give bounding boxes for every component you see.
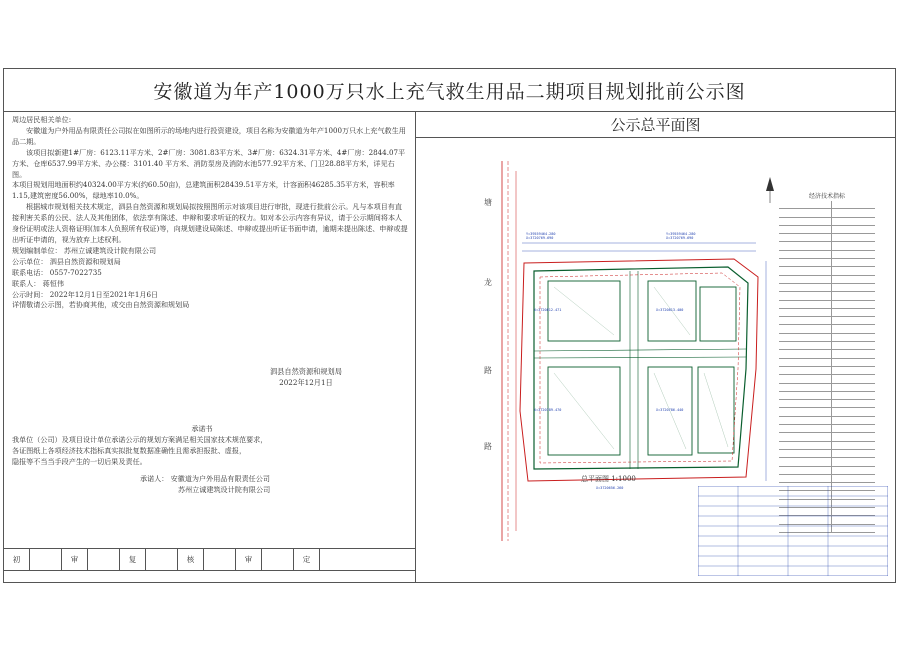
legend-cell <box>779 375 832 382</box>
legend-row <box>779 425 875 433</box>
legend-cell <box>779 259 832 266</box>
signature-block <box>270 366 342 388</box>
road-label: 路 <box>484 366 492 375</box>
legend-row <box>779 325 875 333</box>
legend-cell <box>779 276 832 283</box>
review-cell: 审 <box>236 549 262 570</box>
review-blank <box>30 549 62 570</box>
commitment-line: 隐报等不当当手段产生的一切后果及责任。 <box>12 457 147 466</box>
legend-cell <box>779 317 832 324</box>
legend-row <box>779 375 875 383</box>
legend-row <box>779 359 875 367</box>
legend-cell <box>779 425 832 432</box>
legend-row <box>779 234 875 242</box>
legend-cell <box>779 467 832 474</box>
notice-salutation: 周边居民相关单位: <box>12 115 72 124</box>
review-cell: 核 <box>178 549 204 570</box>
commitment-line: 各证图纸上各项经济技术指标真实拟批复数据准确性且需承担报批、虚报， <box>12 446 247 455</box>
notice-paragraph: 本项目规划用地面积约40324.00平方米(约60.50亩)，总建筑面积28439.51平方米，计容面积46285.35平方米，容积率1.15,建筑密度56.00%，绿地率10.0%。 <box>12 180 395 201</box>
legend-cell <box>832 317 875 324</box>
legend-cell <box>779 458 832 465</box>
legend-cell <box>779 226 832 233</box>
legend-cell <box>832 284 875 291</box>
legend-cell <box>832 292 875 299</box>
legend-row <box>779 475 875 483</box>
review-table <box>4 548 415 571</box>
commitment-firm: 承诺人： 安徽道为户外用品有限责任公司 <box>140 474 270 483</box>
road-label: 龙 <box>484 278 492 287</box>
building-outline <box>700 287 736 341</box>
north-arrow <box>766 177 774 203</box>
legend-row <box>779 442 875 450</box>
legend-row <box>779 226 875 234</box>
economic-indicators-table <box>779 191 875 501</box>
legend-cell <box>779 234 832 241</box>
notice-field: 联系人： 蒋恒伟 <box>12 278 64 288</box>
svg-text:X=3720786.440: X=3720786.440 <box>656 408 684 412</box>
legend-row <box>779 209 875 217</box>
legend-cell <box>779 392 832 399</box>
svg-text:X=3720813.400: X=3720813.400 <box>656 308 684 312</box>
legend-row <box>779 267 875 275</box>
svg-text:X=3720769.690: X=3720769.690 <box>526 236 554 240</box>
legend-cell <box>779 209 832 216</box>
review-blank <box>262 549 294 570</box>
legend-cell <box>779 251 832 258</box>
legend-cell <box>779 218 832 225</box>
legend-cell <box>832 433 875 440</box>
legend-cell <box>779 384 832 391</box>
legend-cell <box>779 267 832 274</box>
legend-cell <box>832 442 875 449</box>
svg-text:X=3720789.470: X=3720789.470 <box>534 408 562 412</box>
legend-cell <box>779 325 832 332</box>
legend-row <box>779 417 875 425</box>
notice-paragraph: 根据城市规划相关技术规定，泗县自然资源和规划局拟按照图所示对该项目进行审批，现进行批前公示。凡与本项目有直接利害关系的公民、法人及其他团体，依法享有陈述、申辩和要求听证的权力。如对本公示内容有异议，请于公示期间将本人身份证明或法人资格证明(加本人负照所有权证)等，向规划建设局陈述、申辩或提出听证书面申请，逾期未提出陈述、申辩或提出听证申请的，视为放弃上述权利。 <box>12 202 408 244</box>
legend-cell <box>832 425 875 432</box>
internal-road <box>534 349 746 351</box>
legend-cell <box>779 342 832 349</box>
legend-cell <box>832 309 875 316</box>
legend-row <box>779 392 875 400</box>
legend-row <box>779 367 875 375</box>
legend-cell <box>832 417 875 424</box>
legend-cell <box>779 367 832 374</box>
road-label: 路 <box>484 442 492 451</box>
svg-text:X=3720656.260: X=3720656.260 <box>596 486 624 490</box>
legend-cell <box>832 408 875 415</box>
signature-org: 泗县自然资源和规划局 <box>270 367 342 376</box>
legend-cell <box>832 359 875 366</box>
legend-row <box>779 458 875 466</box>
legend-rows <box>779 201 875 533</box>
legend-row <box>779 433 875 441</box>
legend-cell <box>832 276 875 283</box>
legend-cell <box>832 334 875 341</box>
review-blank <box>146 549 178 570</box>
legend-row <box>779 334 875 342</box>
legend-cell <box>779 433 832 440</box>
legend-cell <box>832 242 875 249</box>
legend-cell <box>832 301 875 308</box>
legend-row <box>779 467 875 475</box>
legend-cell <box>779 309 832 316</box>
legend-cell <box>832 384 875 391</box>
left-panel <box>4 111 415 582</box>
legend-cell <box>832 342 875 349</box>
legend-cell <box>832 458 875 465</box>
notice-paragraph: 安徽道为户外用品有限责任公司拟在如图所示的场地内进行投资建设，项目名称为安徽道为年产1000万只水上充气救生用品二期。 <box>12 125 406 146</box>
legend-cell <box>779 408 832 415</box>
commitment-heading: 承诺书 <box>191 424 213 433</box>
legend-row <box>779 384 875 392</box>
review-cell: 初 <box>4 549 30 570</box>
svg-text:X=3720769.690: X=3720769.690 <box>666 236 694 240</box>
legend-row <box>779 292 875 300</box>
svg-text:Y=39559464.280: Y=39559464.280 <box>526 232 556 236</box>
svg-text:Y=39559464.280: Y=39559464.280 <box>666 232 696 236</box>
legend-row <box>779 251 875 259</box>
legend-cell <box>832 375 875 382</box>
legend-cell <box>779 292 832 299</box>
legend-cell <box>832 234 875 241</box>
legend-cell <box>779 334 832 341</box>
commitment-block <box>12 423 408 495</box>
legend-row <box>779 342 875 350</box>
legend-row <box>779 276 875 284</box>
legend-row <box>779 218 875 226</box>
legend-row <box>779 259 875 267</box>
legend-row <box>779 201 875 209</box>
legend-row <box>779 284 875 292</box>
legend-cell <box>832 267 875 274</box>
legend-cell <box>832 226 875 233</box>
legend-cell <box>832 251 875 258</box>
notice-field: 公示时间： 2022年12月1日至2021年1月6日 <box>12 289 159 299</box>
legend-title: 经济技术指标 <box>808 193 845 200</box>
notice-field: 详情敬请公示图，若协商其他，或交由自然资源和规划局 <box>12 300 190 310</box>
legend-cell <box>832 350 875 357</box>
legend-row <box>779 408 875 416</box>
review-cell: 复 <box>120 549 146 570</box>
legend-cell <box>779 475 832 482</box>
notice-field: 规划编制单位： 苏州立诚建筑设计院有限公司 <box>12 245 157 255</box>
board-title: 安徽道为年产1000万只水上充气救生用品二期项目规划批前公示图 <box>4 69 895 112</box>
plot-outline <box>534 267 748 469</box>
review-blank <box>204 549 236 570</box>
notice-text <box>12 115 408 311</box>
right-panel <box>416 111 895 582</box>
notice-field: 联系电话： 0557-7022735 <box>12 267 102 277</box>
legend-cell <box>779 417 832 424</box>
legend-cell <box>779 359 832 366</box>
legend-cell <box>832 392 875 399</box>
legend-row <box>779 350 875 358</box>
plan-scale: 总平面图 1:1000 <box>581 475 636 483</box>
legend-cell <box>832 325 875 332</box>
legend-cell <box>832 367 875 374</box>
setback-line <box>540 273 740 463</box>
legend-cell <box>832 209 875 216</box>
legend-cell <box>779 242 832 249</box>
notice-paragraph: 该项目拟新建1#厂房：6123.11平方米、2#厂房：3081.83平方米、3#厂房：6324.31平方米、4#厂房：2844.07平方米、仓库6537.99平方米、办公楼：3101.40 平方米、消防泵房及消防水池577.92平方米、门卫28.88平方米，详见右图。 <box>12 147 406 179</box>
legend-cell <box>779 284 832 291</box>
commitment-firm: 苏州立诚建筑设计院有限公司 <box>178 485 271 494</box>
legend-row <box>779 301 875 309</box>
legend-cell <box>832 201 875 208</box>
commitment-line: 我单位（公司）及项目设计单位承诺公示的规划方案满足相关国家技术规范要求， <box>12 435 268 444</box>
building-hatch <box>554 287 728 449</box>
legend-cell <box>832 259 875 266</box>
legend-cell <box>779 350 832 357</box>
legend-cell <box>779 301 832 308</box>
legend-cell <box>779 201 832 208</box>
legend-row <box>779 242 875 250</box>
svg-text:X=3720812.471: X=3720812.471 <box>534 308 562 312</box>
notice-field: 公示单位： 泗县自然资源和规划局 <box>12 256 121 266</box>
legend-cell <box>832 400 875 407</box>
review-cell: 审 <box>62 549 88 570</box>
legend-cell <box>779 450 832 457</box>
legend-cell <box>832 475 875 482</box>
plan-title: 公示总平面图 <box>416 111 895 138</box>
drawing-title-block <box>698 486 888 576</box>
review-blank <box>88 549 120 570</box>
review-blank <box>320 549 351 570</box>
legend-row <box>779 450 875 458</box>
site-boundary <box>520 259 758 481</box>
legend-row <box>779 309 875 317</box>
internal-road <box>534 357 746 358</box>
review-cell: 定 <box>294 549 320 570</box>
signature-date: 2022年12月1日 <box>279 378 333 387</box>
legend-cell <box>832 450 875 457</box>
legend-row <box>779 400 875 408</box>
road-label: 塘 <box>484 198 492 207</box>
legend-row <box>779 317 875 325</box>
legend-cell <box>832 218 875 225</box>
legend-cell <box>779 442 832 449</box>
legend-cell <box>832 467 875 474</box>
legend-cell <box>779 400 832 407</box>
notice-board <box>3 68 896 583</box>
